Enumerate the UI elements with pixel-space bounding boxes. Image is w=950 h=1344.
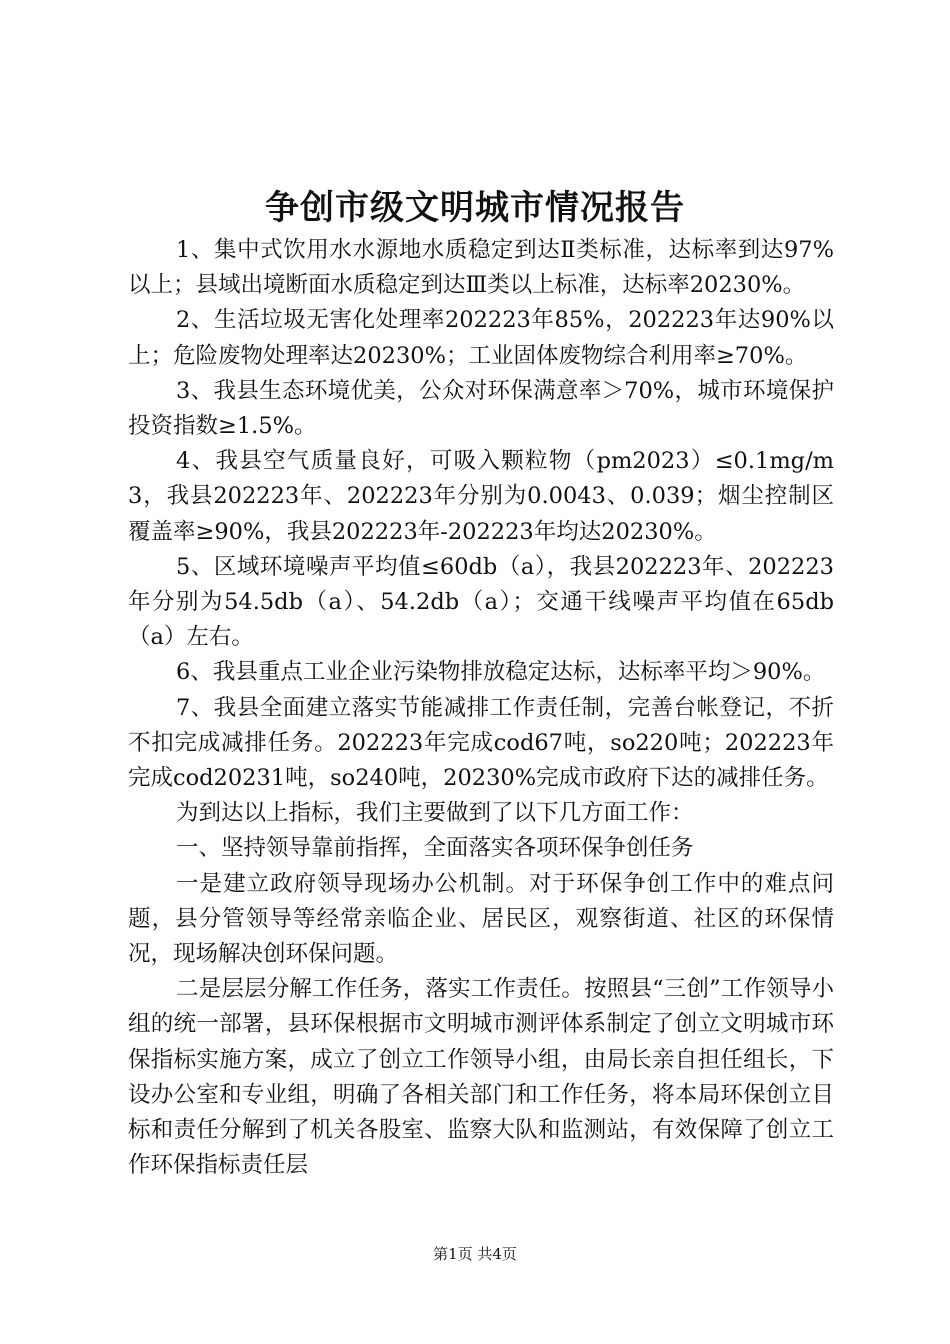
paragraph-goal-4: 4、我县空气质量良好，可吸入颗粒物（pm2023）≤0.1mg/m3，我县202223年、202223年分别为0.0043、0.039；烟尘控制区覆盖率≥90%，我县202223年-202223年均达20230%。	[128, 448, 834, 545]
paragraph-measure-1: 一是建立政府领导现场办公机制。对于环保争创工作中的难点问题，县分管领导等经常亲临企业、居民区，观察街道、社区的环保情况，现场解决创环保问题。	[128, 870, 834, 968]
paragraph-goal-2: 2、生活垃圾无害化处理率202223年85%，202223年达90%以上；危险废物处理率达20230%；工业固体废物综合利用率≥70%。	[128, 307, 834, 369]
page-number: 第1页	[433, 1245, 473, 1263]
paragraph-goal-6: 6、我县重点工业企业污染物排放稳定达标，达标率平均＞90%。	[176, 659, 826, 686]
page-total: 共4页	[477, 1245, 517, 1263]
paragraph-measure-2: 二是层层分解工作任务，落实工作责任。按照县“三创”工作领导小组的统一部署，县环保根据市文明城市测评体系制定了创立文明城市环保指标实施方案，成立了创立工作领导小组，由局长亲自担任组长，下设办公室和专业组，明确了各相关部门和工作任务，将本局环保创立目标和责任分解到了机关各股室、监察大队和监测站，有效保障了创立工作环保指标责任层	[128, 976, 834, 1179]
paragraph-goal-5: 5、区域环境噪声平均值≤60db（a），我县202223年、202223年分别为54.5db（a）、54.2db（a）；交通干线噪声平均值在65db（a）左右。	[128, 553, 834, 651]
paragraph-goal-3: 3、我县生态环境优美，公众对环保满意率＞70%，城市环境保护投资指数≥1.5%。	[128, 377, 834, 440]
document-body	[128, 233, 834, 1183]
paragraph-goal-7: 7、我县全面建立落实节能减排工作责任制，完善台帐登记，不折不扣完成减排任务。202223年完成cod67吨，so220吨；202223年完成cod20231吨，so240吨，20230%完成市政府下达的减排任务。	[128, 694, 834, 792]
page-footer	[0, 1243, 950, 1265]
section-heading: 一、坚持领导靠前指挥，全面落实各项环保争创任务	[176, 835, 694, 862]
document-title: 争创市级文明城市情况报告	[265, 188, 685, 228]
paragraph-goal-1: 1、集中式饮用水水源地水质稳定到达Ⅱ类标准，达标率到达97%以上；县域出境断面水质稳定到达Ⅲ类以上标准，达标率20230%。	[128, 237, 834, 299]
paragraph-intro: 为到达以上指标，我们主要做到了以下几方面工作：	[176, 800, 694, 827]
